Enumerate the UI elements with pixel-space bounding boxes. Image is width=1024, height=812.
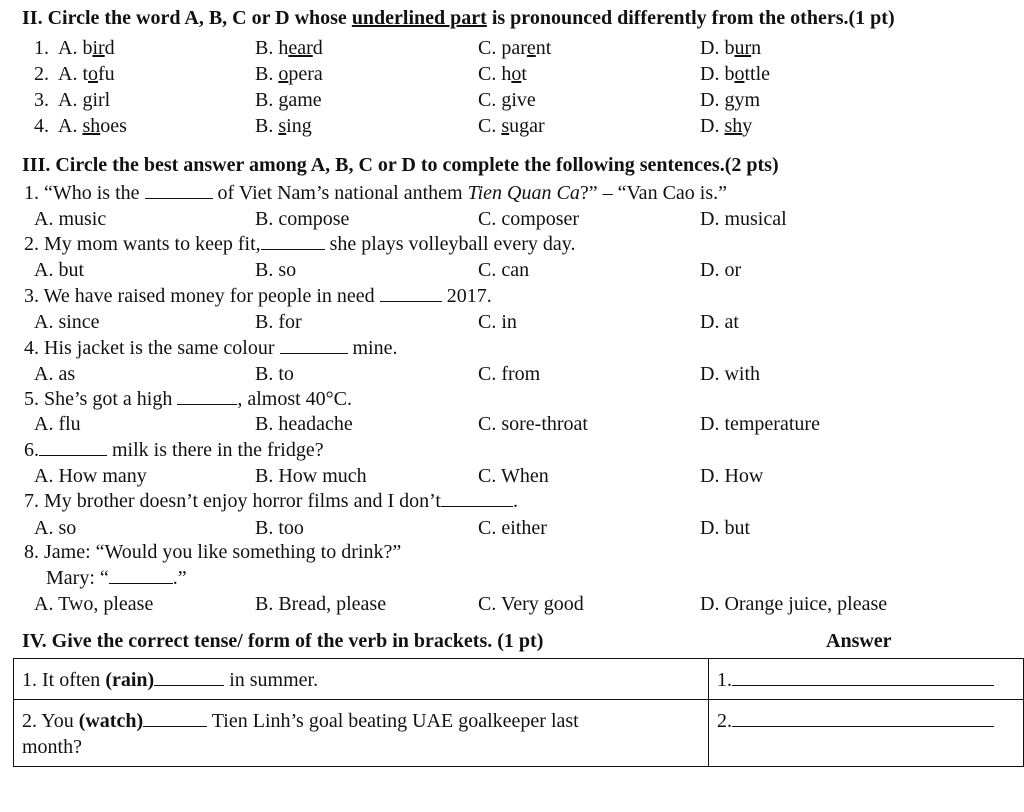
table-cell: [709, 700, 1024, 767]
q1-option-b[interactable]: B. compose: [255, 208, 350, 230]
q6-option-d[interactable]: D. How: [700, 465, 764, 487]
q7-option-d[interactable]: D. but: [700, 517, 750, 539]
question-3: [24, 284, 492, 308]
q5-option-a[interactable]: A. flu: [34, 413, 81, 435]
question-4: [24, 336, 398, 360]
question-8: 8. Jame: “Would you like something to drink?”: [24, 541, 402, 563]
underlined-part: s: [501, 115, 510, 137]
word-part: oes: [100, 115, 127, 137]
pron-q3-option-b[interactable]: [255, 88, 322, 112]
word-part: D.: [700, 89, 725, 111]
pron-q2-option-a[interactable]: [58, 62, 115, 86]
q7-pre: 7. My brother doesn’t enjoy horror films and I don’t: [24, 490, 441, 512]
word-part: C.: [478, 115, 502, 137]
table-cell: [14, 659, 709, 700]
q6-option-b[interactable]: B. How much: [255, 465, 367, 487]
q2-option-d[interactable]: D. or: [700, 259, 742, 281]
q8-post: .”: [172, 567, 187, 589]
underlined-part: ir: [92, 37, 105, 59]
word-part: ive: [511, 89, 536, 111]
q5-option-b[interactable]: B. headache: [255, 413, 353, 435]
word-part: A.: [58, 89, 83, 111]
q3-option-b[interactable]: B. for: [255, 311, 302, 333]
question-6: [24, 438, 324, 462]
q3-post: 2017.: [446, 285, 492, 307]
q7-option-a[interactable]: A. so: [34, 517, 77, 539]
word-part: D.: [700, 115, 725, 137]
pron-question-number: 4.: [34, 115, 49, 137]
pron-q1-option-c[interactable]: [478, 36, 551, 60]
section-4-heading: IV. Give the correct tense/ form of the verb in brackets. (1 pt): [22, 630, 544, 652]
q1-italic: Tien Quan Ca: [467, 182, 580, 204]
question-2: [24, 232, 576, 256]
q6-post: milk is there in the fridge?: [112, 439, 324, 461]
q8-blank[interactable]: [109, 569, 173, 584]
word-part: ugar: [509, 115, 545, 137]
q3-option-a[interactable]: A. since: [34, 311, 100, 333]
pron-question-number: 3.: [34, 89, 49, 111]
r2-post2: month?: [22, 736, 82, 758]
word-part: B.: [255, 115, 279, 137]
q2-option-b[interactable]: B. so: [255, 259, 297, 281]
word-part: C.: [478, 89, 502, 111]
q1-option-d[interactable]: D. musical: [700, 208, 787, 230]
underlined-part: g: [501, 89, 512, 111]
q1-blank[interactable]: [145, 184, 213, 199]
underlined-part: sh: [724, 115, 743, 137]
q7-post: .: [512, 490, 518, 512]
word-part: d: [312, 37, 323, 59]
q5-option-d[interactable]: D. temperature: [700, 413, 820, 435]
word-part: d: [104, 37, 115, 59]
q7-blank[interactable]: [441, 492, 513, 507]
word-part: B.: [255, 89, 279, 111]
r1-blank[interactable]: [154, 671, 224, 686]
q6-pre: 6.: [24, 439, 39, 461]
r2-post: Tien Linh’s goal beating UAE goalkeeper last: [207, 710, 579, 732]
q1-option-a[interactable]: A. music: [34, 208, 107, 230]
pron-q3-option-c[interactable]: [478, 88, 536, 112]
section-2-lead: II. Circle the word A, B, C or D whose: [22, 7, 347, 29]
q6-option-c[interactable]: C. When: [478, 465, 549, 487]
word-part: fu: [98, 63, 115, 85]
q8-option-c[interactable]: C. Very good: [478, 593, 584, 615]
table-cell: [709, 659, 1024, 700]
pron-q4-option-a[interactable]: [58, 114, 127, 138]
pron-q2-option-c[interactable]: [478, 62, 527, 86]
r2-answer-num: 2.: [717, 710, 732, 732]
q4-option-a[interactable]: A. as: [34, 363, 76, 385]
q4-post: mine.: [352, 337, 398, 359]
underlined-part: o: [88, 63, 98, 85]
word-part: A.: [58, 115, 83, 137]
pron-q4-option-c[interactable]: [478, 114, 545, 138]
pron-q4-option-b[interactable]: [255, 114, 312, 138]
q3-option-d[interactable]: D. at: [700, 311, 739, 333]
underlined-part: o: [511, 63, 522, 85]
pron-q1-option-b[interactable]: [255, 36, 323, 60]
q5-option-c[interactable]: C. sore-throat: [478, 413, 588, 435]
q2-blank[interactable]: [261, 235, 325, 250]
q1-post: ?” – “Van Cao is.”: [579, 182, 727, 204]
q7-option-c[interactable]: C. either: [478, 517, 547, 539]
word-part: y: [742, 115, 753, 137]
section-2-tail: is pronounced differently from the others.(1 pt): [491, 7, 895, 29]
word-part: t: [521, 63, 527, 85]
q8-option-b[interactable]: B. Bread, please: [255, 593, 387, 615]
q2-option-c[interactable]: C. can: [478, 259, 530, 281]
word-part: A. t: [58, 63, 88, 85]
q2-post: she plays volleyball every day.: [329, 233, 576, 255]
section-3-heading: III. Circle the best answer among A, B, C or D to complete the following sentences.(2 pts): [22, 154, 779, 176]
word-part: ame: [288, 89, 322, 111]
word-part: nt: [535, 37, 552, 59]
word-part: ttle: [744, 63, 770, 85]
word-part: D. b: [700, 63, 735, 85]
q8-option-d[interactable]: D. Orange juice, please: [700, 593, 888, 615]
underlined-part: ear: [288, 37, 313, 59]
pron-question-number: 2.: [34, 63, 49, 85]
q2-pre: 2. My mom wants to keep fit,: [24, 233, 261, 255]
q4-option-b[interactable]: B. to: [255, 363, 294, 385]
underlined-part: g: [724, 89, 735, 111]
q1-option-c[interactable]: C. composer: [478, 208, 580, 230]
answer-label: Answer: [826, 630, 892, 652]
q4-pre: 4. His jacket is the same colour: [24, 337, 275, 359]
table-row: [14, 659, 1024, 700]
pron-question-number: 1.: [34, 37, 49, 59]
section-2-heading: [22, 6, 895, 30]
q4-option-d[interactable]: D. with: [700, 363, 760, 385]
question-1: [24, 181, 727, 205]
pron-q3-option-d[interactable]: [700, 88, 760, 112]
pron-q3-option-a[interactable]: [58, 88, 110, 112]
word-part: B. h: [255, 37, 289, 59]
word-part: ing: [286, 115, 312, 137]
word-part: ym: [734, 89, 761, 111]
q5-blank[interactable]: [177, 390, 237, 405]
word-part: C. par: [478, 37, 527, 59]
word-part: pera: [288, 63, 323, 85]
q6-blank[interactable]: [39, 441, 107, 456]
r1-verb: (rain): [105, 669, 155, 691]
q5-post: , almost 40°C.: [237, 388, 353, 410]
verb-answer-table: [13, 658, 1024, 767]
q3-pre: 3. We have raised money for people in need: [24, 285, 375, 307]
q4-blank[interactable]: [280, 339, 348, 354]
question-8-reply: [46, 566, 187, 590]
r2-answer-field[interactable]: [732, 710, 994, 727]
r1-post: in summer.: [224, 669, 319, 691]
underlined-part: s: [278, 115, 287, 137]
question-5: [24, 387, 352, 411]
word-part: B.: [255, 63, 279, 85]
underlined-part: g: [278, 89, 289, 111]
underlined-part: g: [82, 89, 93, 111]
q2-option-a[interactable]: A. but: [34, 259, 84, 281]
r1-answer-num: 1.: [717, 669, 732, 691]
r1-answer-field[interactable]: [732, 669, 994, 686]
q3-blank[interactable]: [380, 287, 442, 302]
q8-option-a[interactable]: A. Two, please: [34, 593, 154, 615]
r1-pre: 1. It often: [22, 669, 106, 691]
pron-q1-option-d[interactable]: [700, 36, 761, 60]
pron-q1-option-a[interactable]: [58, 36, 115, 60]
table-row: [14, 700, 1024, 767]
q8-pre: Mary: “: [46, 567, 109, 589]
underlined-part: o: [734, 63, 745, 85]
underlined-part: ur: [734, 37, 752, 59]
word-part: C. h: [478, 63, 512, 85]
q5-pre: 5. She’s got a high: [24, 388, 173, 410]
underlined-part: sh: [82, 115, 101, 137]
q1-mid: of Viet Nam’s national anthem: [217, 182, 468, 204]
word-part: n: [751, 37, 762, 59]
q1-pre: 1. “Who is the: [24, 182, 140, 204]
pron-q2-option-d[interactable]: [700, 62, 770, 86]
r2-blank[interactable]: [143, 712, 207, 727]
question-7: [24, 489, 518, 513]
word-part: D. b: [700, 37, 735, 59]
r2-pre: 2. You: [22, 710, 79, 732]
word-part: irl: [92, 89, 111, 111]
underlined-part: o: [278, 63, 289, 85]
underlined-part: e: [526, 37, 536, 59]
q7-option-b[interactable]: B. too: [255, 517, 304, 539]
section-2-underlined: underlined part: [351, 7, 487, 29]
q3-option-c[interactable]: C. in: [478, 311, 517, 333]
word-part: A. b: [58, 37, 93, 59]
table-cell: [14, 700, 709, 767]
r2-verb: (watch): [78, 710, 144, 732]
pron-q2-option-b[interactable]: [255, 62, 323, 86]
q6-option-a[interactable]: A. How many: [34, 465, 147, 487]
pron-q4-option-d[interactable]: [700, 114, 752, 138]
q4-option-c[interactable]: C. from: [478, 363, 541, 385]
